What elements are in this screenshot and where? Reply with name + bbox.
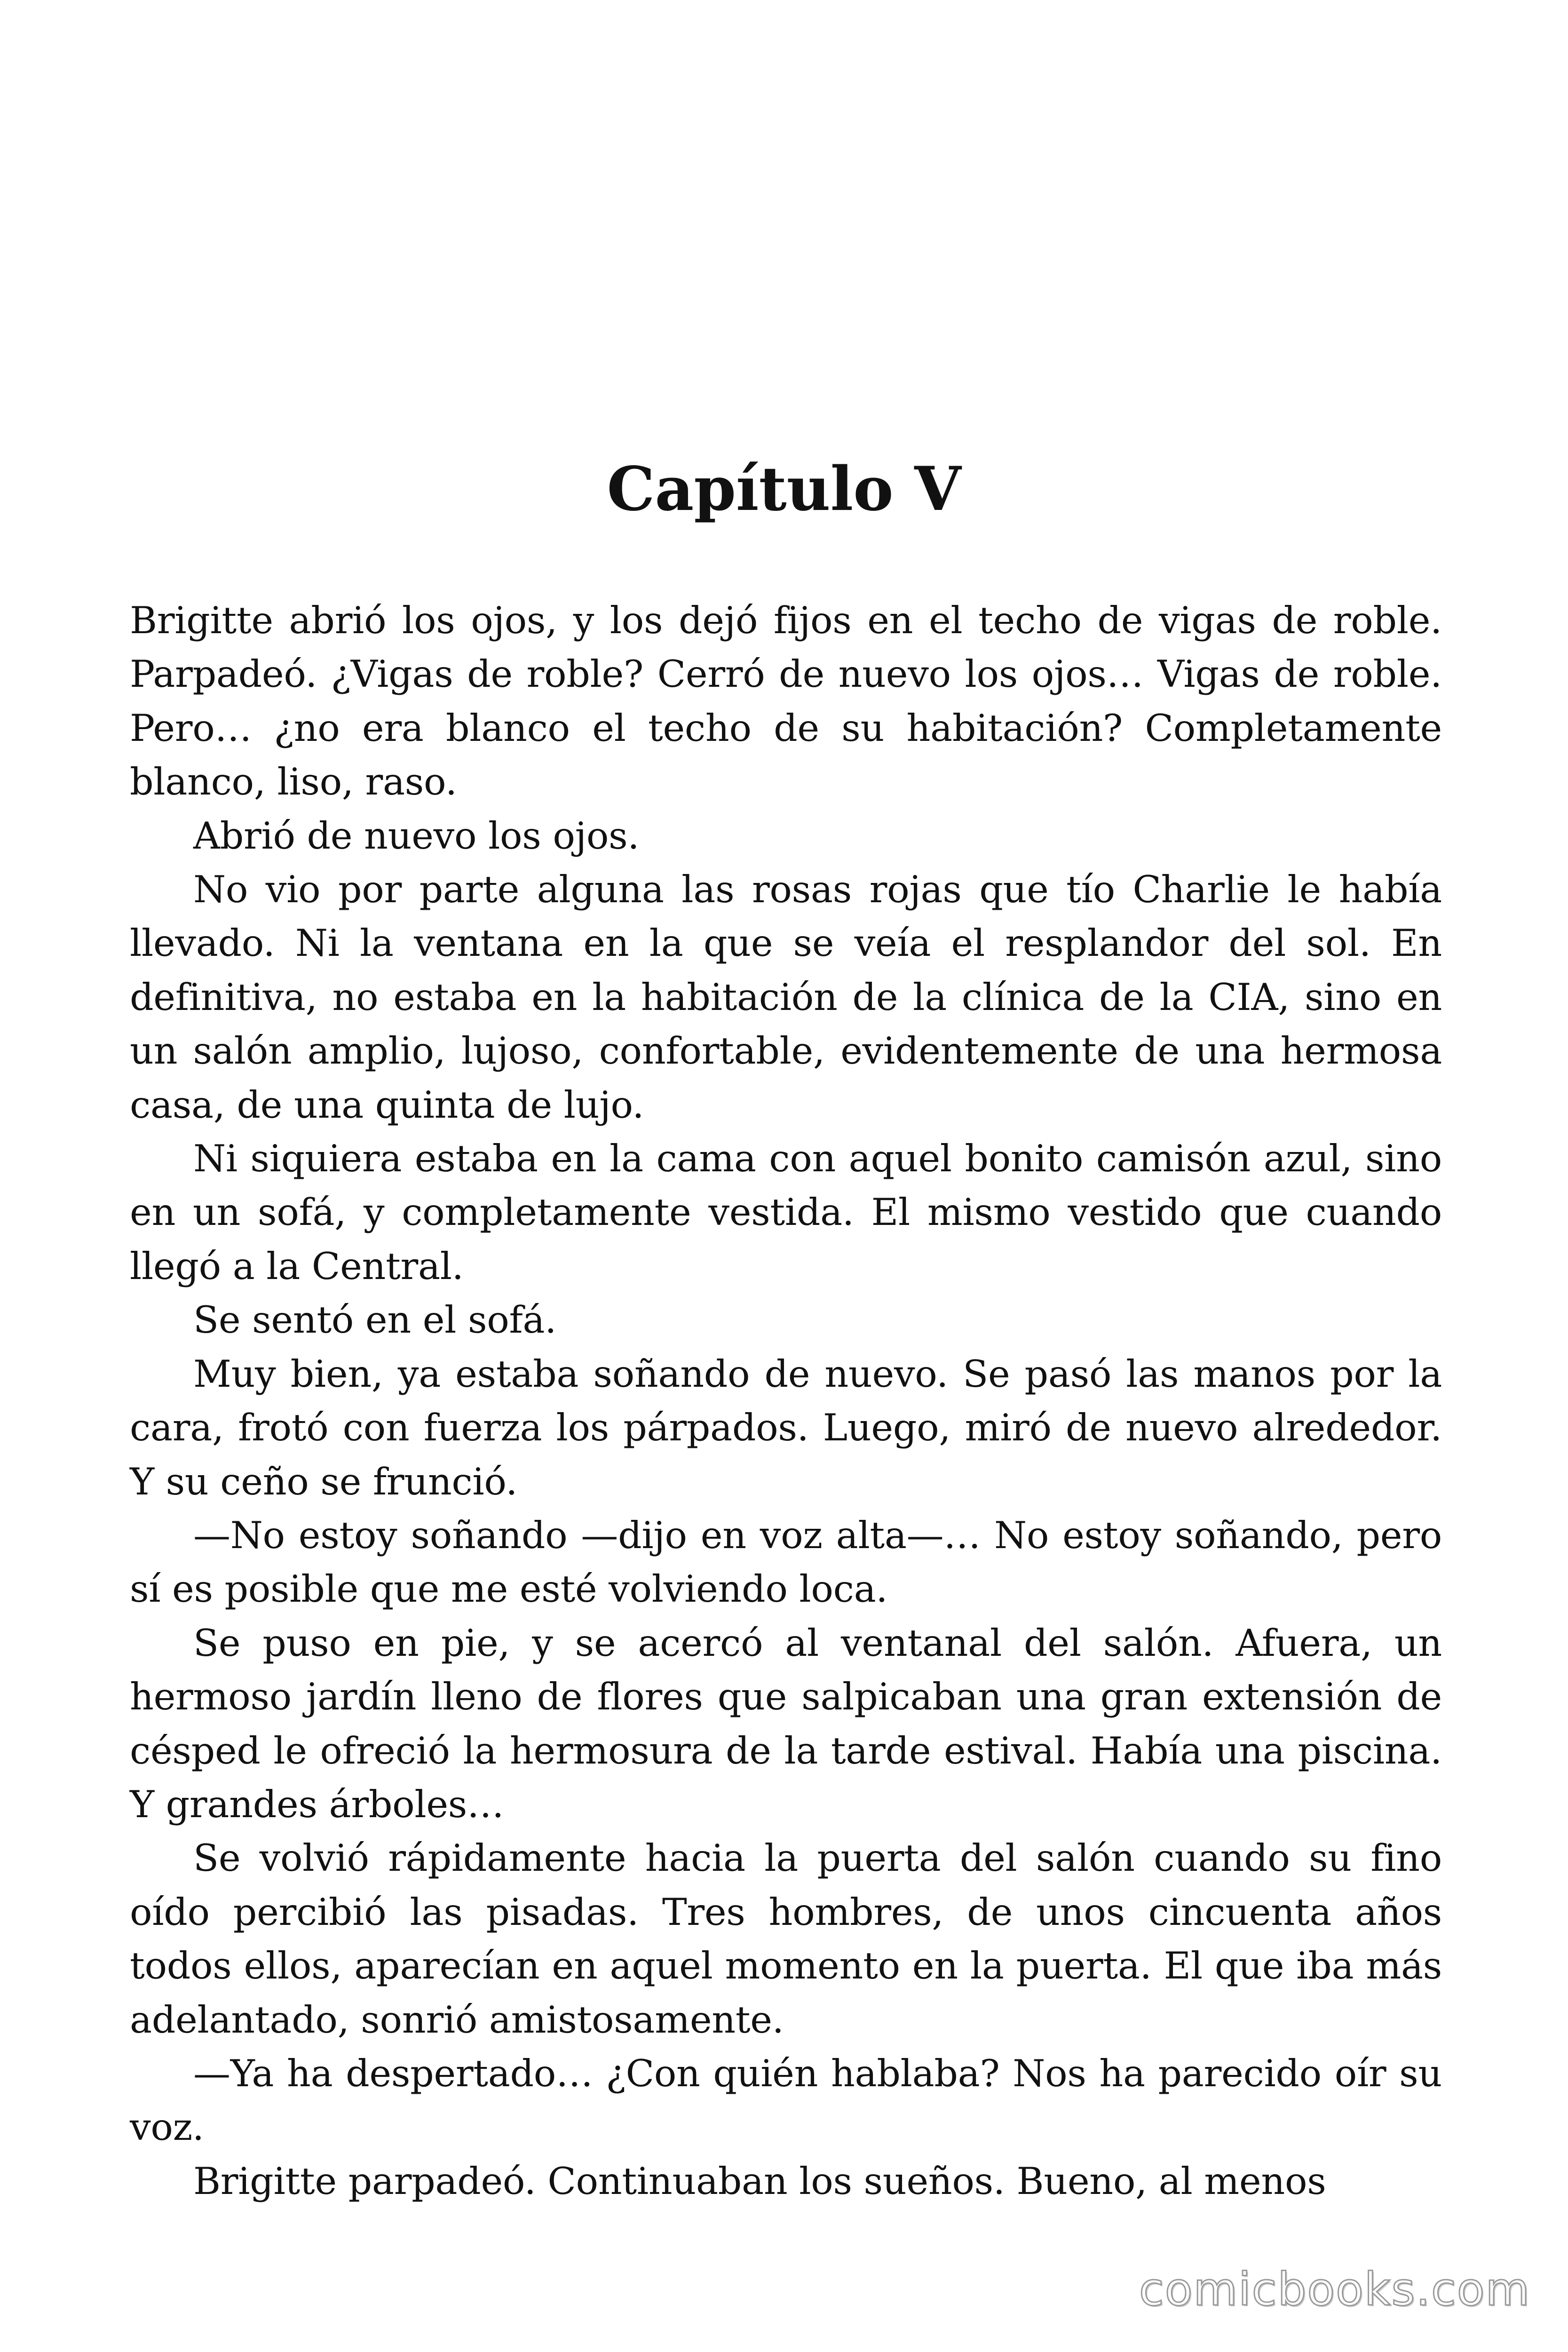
paragraph: Abrió de nuevo los ojos. (193, 814, 640, 858)
paragraph: Se puso en pie, y se acercó al ventanal del salón. Afuera, un hermoso jardín lleno de flores que salpicaban una gran extensión de césped le ofreció la hermosura de la tarde estival. Había una piscina. Y grandes árboles… (130, 1621, 1442, 1826)
paragraph-continued: Brigitte parpadeó. Continuaban los sueños. Bueno, al menos (193, 2159, 1326, 2203)
paragraph: Muy bien, ya estaba soñando de nuevo. Se pasó las manos por la cara, frotó con fuerza los párpados. Luego, miró de nuevo alrededor. Y su ceño se frunció. (130, 1352, 1442, 1503)
paragraph: Se volvió rápidamente hacia la puerta del salón cuando su fino oído percibió las pisadas. Tres hombres, de unos cincuenta años todos ellos, aparecían en aquel momento en la puerta. El que iba más adelantado, sonrió amistosamente. (130, 1836, 1442, 2042)
paragraph: Ni siquiera estaba en la cama con aquel bonito camisón azul, sino en un sofá, y completamente vestida. El mismo vestido que cuando llegó a la Central. (130, 1137, 1442, 1288)
chapter-body (130, 594, 1442, 2208)
paragraph: No vio por parte alguna las rosas rojas que tío Charlie le había llevado. Ni la ventana en la que se veía el resplandor del sol. En definitiva, no estaba en la habitación de la clínica de la CIA, sino en un salón amplio, lujoso, confortable, evidentemente de una hermosa casa, de una quinta de lujo. (130, 868, 1442, 1127)
chapter-title: Capítulo V (607, 454, 961, 524)
paragraph: —Ya ha despertado… ¿Con quién hablaba? Nos ha parecido oír su voz. (130, 2051, 1442, 2149)
paragraph: Se sentó en el sofá. (193, 1298, 557, 1342)
watermark: comicbooks.com (1139, 2263, 1530, 2316)
paragraph: Brigitte abrió los ojos, y los dejó fijos en el techo de vigas de roble. Parpadeó. ¿Vigas de roble? Cerró de nuevo los ojos… Vigas de roble. Pero… ¿no era blanco el techo de su habitación? Completamente blanco, liso, raso. (130, 599, 1442, 804)
paragraph: —No estoy soñando —dijo en voz alta—… No estoy soñando, pero sí es posible que me esté volviendo loca. (130, 1513, 1442, 1611)
